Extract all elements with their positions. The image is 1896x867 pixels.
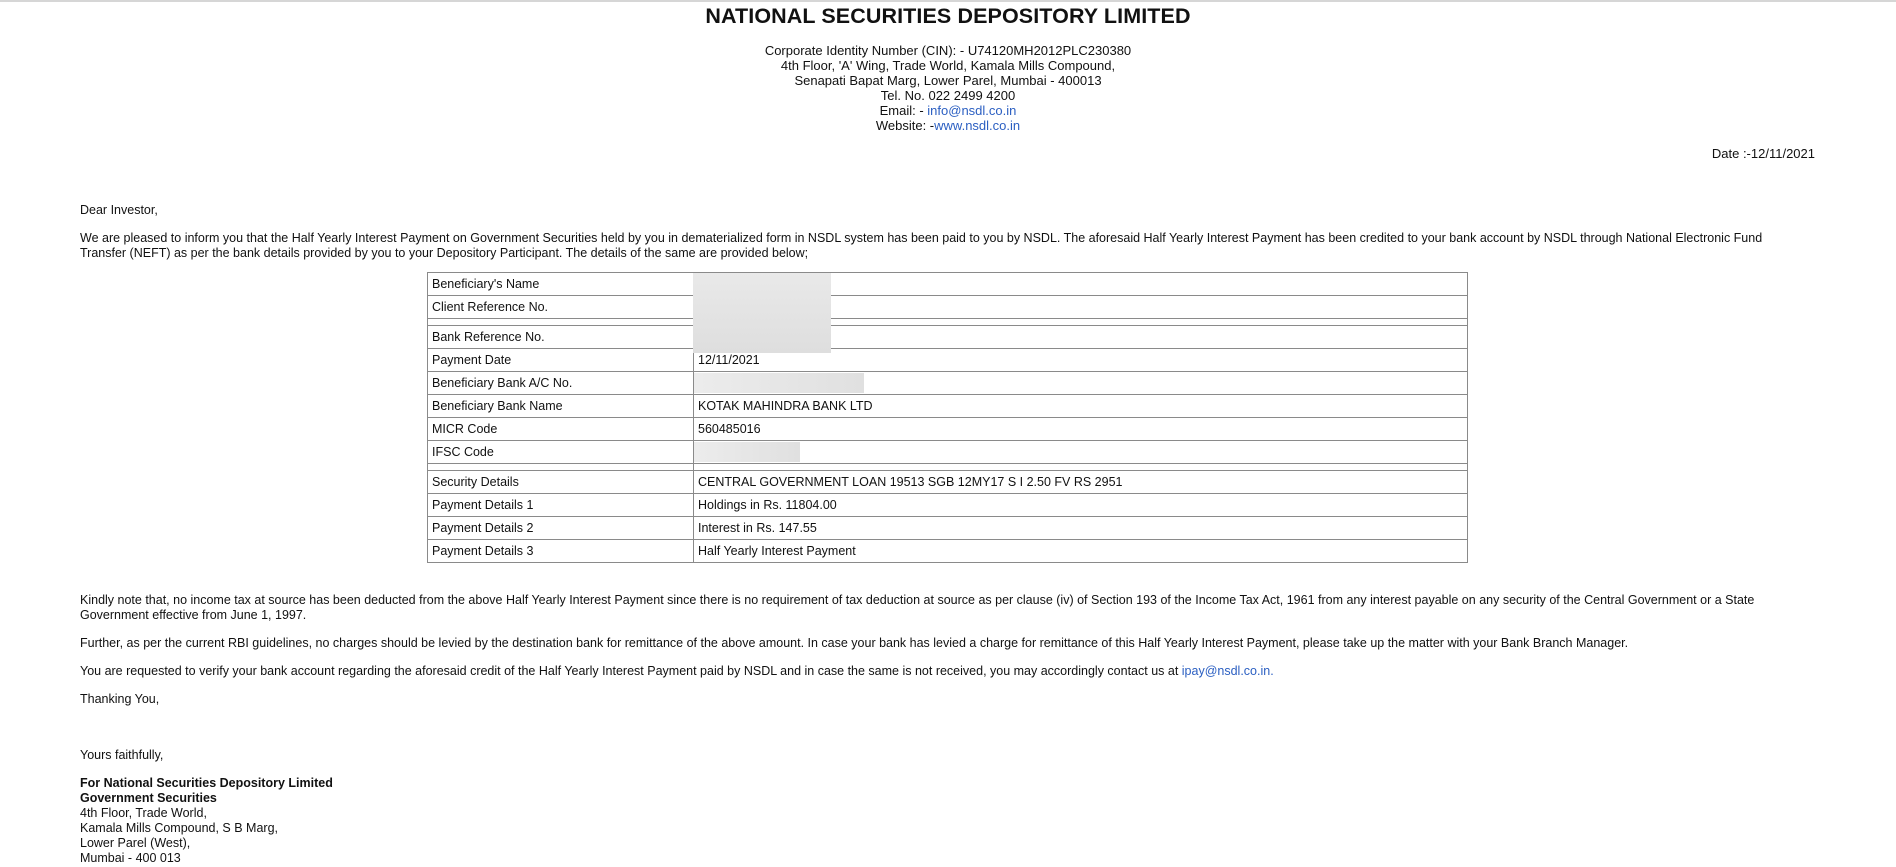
signature-address-4: Mumbai - 400 013	[80, 851, 181, 865]
signature-address-3: Lower Parel (West),	[80, 836, 191, 850]
signature-address-1: 4th Floor, Trade World,	[80, 806, 207, 820]
bank-account-value	[694, 372, 1468, 395]
bank-name-label: Beneficiary Bank Name	[428, 395, 694, 418]
payment-details-3-value: Half Yearly Interest Payment	[694, 540, 1468, 563]
organization-contact	[0, 43, 1896, 133]
letterhead	[0, 0, 1896, 133]
letter-date: Date :-12/11/2021	[1711, 146, 1815, 161]
micr-code-label: MICR Code	[428, 418, 694, 441]
payment-details-table	[427, 272, 1468, 563]
bank-account-label: Beneficiary Bank A/C No.	[428, 372, 694, 395]
rbi-note-paragraph: Further, as per the current RBI guidelines, no charges should be levied by the destination bank for remittance of the above amount. In case your bank has levied a charge for remittance of this Half Yearly Interest Payment, please take up the matter with your Bank Branch Manager.	[80, 636, 1629, 650]
table-row	[428, 296, 1468, 319]
email-line	[0, 103, 1896, 118]
verify-note-paragraph	[80, 664, 1800, 679]
email-label: Email: -	[879, 103, 928, 118]
payment-details-1-value: Holdings in Rs. 11804.00	[694, 494, 1468, 517]
table-row	[428, 349, 1468, 372]
payment-date-value: 12/11/2021	[694, 349, 1468, 372]
cin-line: Corporate Identity Number (CIN): - U74120MH2012PLC230380	[764, 43, 1132, 58]
table-row	[428, 326, 1468, 349]
security-details-value: CENTRAL GOVERNMENT LOAN 19513 SGB 12MY17 S I 2.50 FV RS 2951	[694, 471, 1468, 494]
table-row	[428, 471, 1468, 494]
table-row	[428, 395, 1468, 418]
redacted-block	[694, 442, 800, 462]
bank-reference-label: Bank Reference No.	[428, 326, 694, 349]
beneficiary-name-label: Beneficiary's Name	[428, 273, 694, 296]
table-row	[428, 372, 1468, 395]
client-reference-label: Client Reference No.	[428, 296, 694, 319]
payment-details-3-label: Payment Details 3	[428, 540, 694, 563]
verify-note-text: You are requested to verify your bank account regarding the aforesaid credit of the Half Yearly Interest Payment paid by NSDL and in case the same is not received, you may accordingly contact us at	[80, 664, 1182, 678]
address-line-1: 4th Floor, 'A' Wing, Trade World, Kamala Mills Compound,	[780, 58, 1116, 73]
table-spacer-row	[428, 319, 1468, 326]
telephone-line: Tel. No. 022 2499 4200	[880, 88, 1016, 103]
redacted-block	[694, 373, 864, 393]
table-row	[428, 273, 1468, 296]
website-line	[0, 118, 1896, 133]
payment-details-2-label: Payment Details 2	[428, 517, 694, 540]
table-row	[428, 494, 1468, 517]
signature-address-2: Kamala Mills Compound, S B Marg,	[80, 821, 278, 835]
redacted-block	[693, 273, 831, 353]
thanks-line: Thanking You,	[80, 692, 160, 706]
intro-paragraph: We are pleased to inform you that the Half Yearly Interest Payment on Government Securities held by you in dematerialized form in NSDL system has been paid to you by NSDL. The aforesaid Half Yearly Interest Payment has been credited to your bank account by NSDL through National Electronic Fund Transfer (NEFT) as per the bank details provided by you to your Depository Participant. The details of the same are provided below;	[80, 231, 1763, 260]
signature-dept: Government Securities	[80, 791, 217, 805]
contact-email-link[interactable]: ipay@nsdl.co.in.	[1181, 664, 1274, 678]
ifsc-code-value	[694, 441, 1468, 464]
website-label: Website: -	[875, 118, 935, 133]
website-link[interactable]: www.nsdl.co.in	[934, 118, 1021, 133]
signature-org: For National Securities Depository Limited	[80, 776, 333, 790]
payment-date-label: Payment Date	[428, 349, 694, 372]
salutation: Dear Investor,	[80, 203, 158, 217]
security-details-label: Security Details	[428, 471, 694, 494]
payment-details-2-value: Interest in Rs. 147.55	[694, 517, 1468, 540]
signature-block	[80, 776, 1800, 866]
payment-details-1-label: Payment Details 1	[428, 494, 694, 517]
table-row	[428, 418, 1468, 441]
bank-name-value: KOTAK MAHINDRA BANK LTD	[694, 395, 1468, 418]
address-line-2: Senapati Bapat Marg, Lower Parel, Mumbai - 400013	[794, 73, 1102, 88]
table-row	[428, 517, 1468, 540]
organization-title: NATIONAL SECURITIES DEPOSITORY LIMITED	[705, 4, 1191, 28]
tax-note-paragraph: Kindly note that, no income tax at source has been deducted from the above Half Yearly Interest Payment since there is no requirement of tax deduction at source as per clause (iv) of Section 193 of the Income Tax Act, 1961 from any interest payable on any security of the Central Government or a State Government effective from June 1, 1997.	[80, 593, 1755, 622]
closing-line: Yours faithfully,	[80, 748, 164, 762]
micr-code-value: 560485016	[694, 418, 1468, 441]
table-row	[428, 540, 1468, 563]
email-link[interactable]: info@nsdl.co.in	[927, 103, 1017, 118]
table-spacer-row	[428, 464, 1468, 471]
ifsc-code-label: IFSC Code	[428, 441, 694, 464]
table-row	[428, 441, 1468, 464]
